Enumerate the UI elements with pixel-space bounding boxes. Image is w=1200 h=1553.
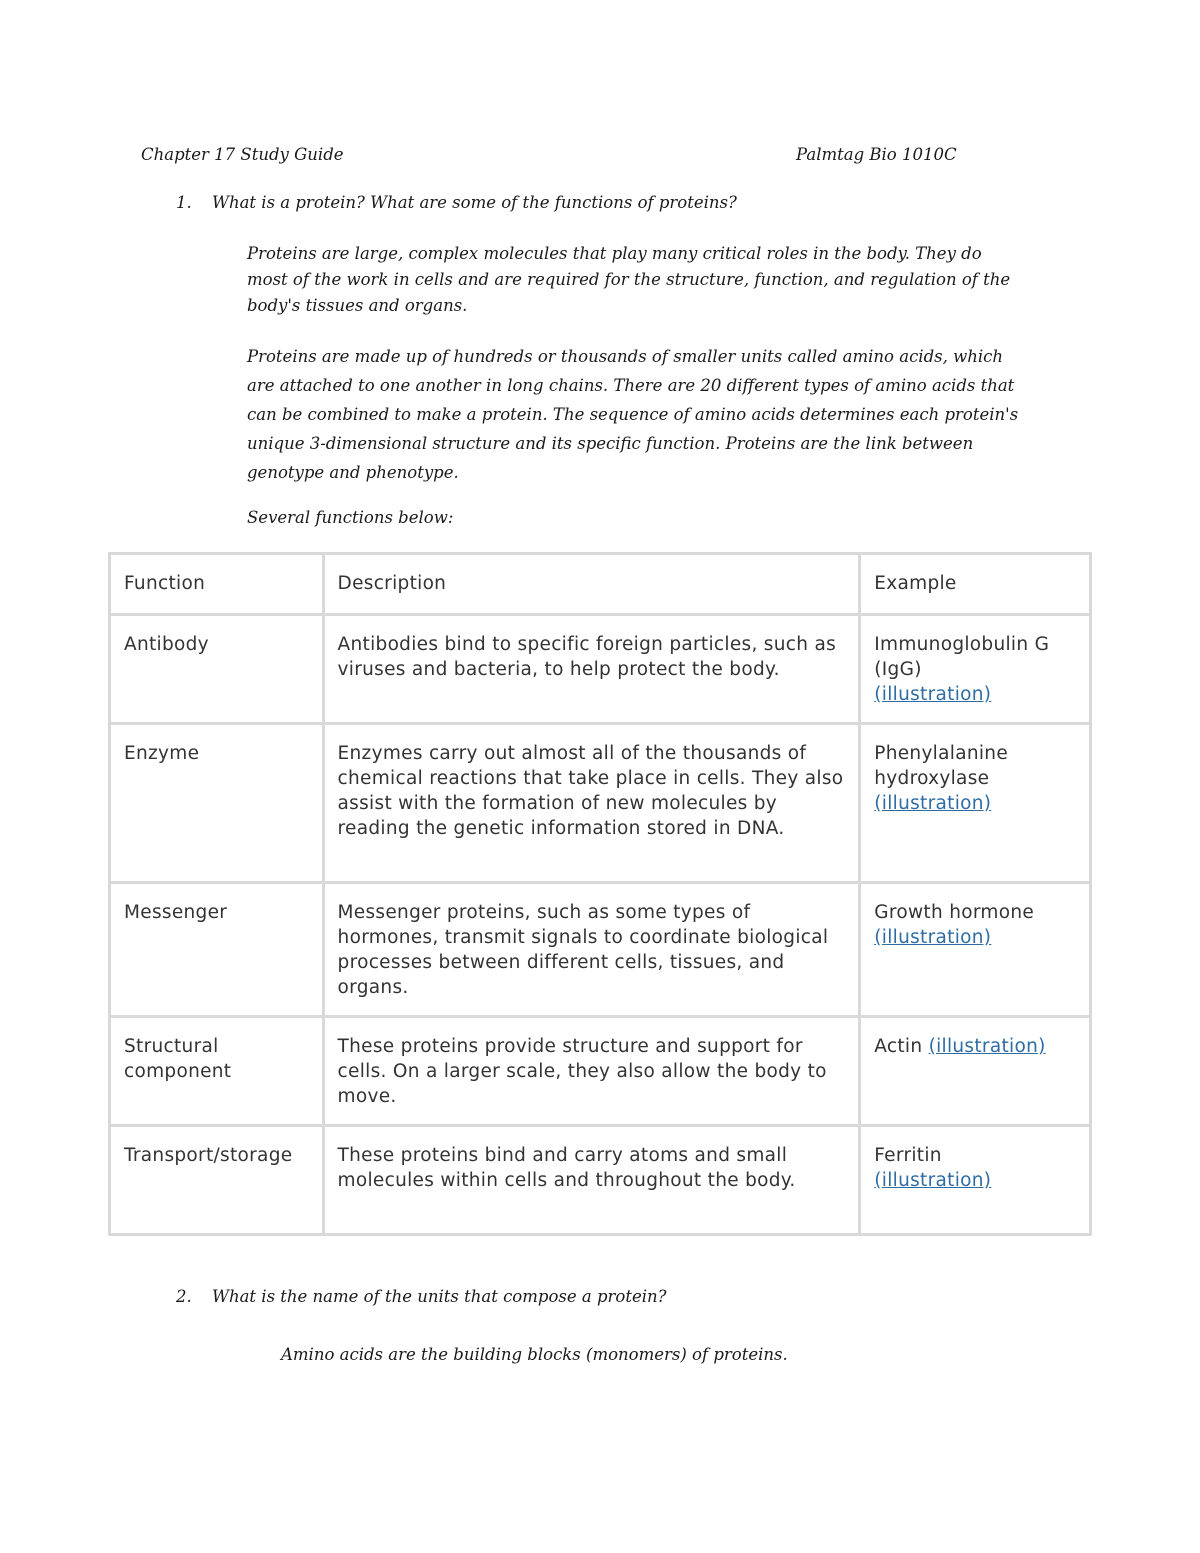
answer-2: Amino acids are the building blocks (monomers) of proteins. [281,1345,788,1364]
table-row [110,883,1091,1017]
description-cell: Antibodies bind to specific foreign particles, such as viruses and bacteria, to help protect the body. [323,615,860,724]
functions-table [108,552,1092,1236]
table-row [110,1017,1091,1126]
example-cell [860,883,1091,1017]
table-header-row [110,554,1091,615]
example-text: Growth hormone [874,902,1035,923]
line: Proteins are made up of hundreds or thousands of smaller units called amino acids, which [247,347,1004,366]
answer-paragraph-2 [247,342,1018,487]
header-right: Palmtag Bio 1010C [796,145,957,164]
line: can be combined to make a protein. The sequence of amino acids determines each protein's [247,405,1019,424]
description-cell: These proteins provide structure and support for cells. On a larger scale, they also allow the body to move. [323,1017,860,1126]
header-example: Example [860,554,1091,615]
line: genotype and phenotype. [247,463,459,482]
example-cell [860,1017,1091,1126]
table-row [110,1126,1091,1235]
function-cell: Enzyme [110,724,324,883]
illustration-link[interactable]: (illustration) [928,1036,1046,1057]
functions-lead: Several functions below: [247,508,454,527]
table-row [110,724,1091,883]
example-text: Immunoglobulin G (IgG) [874,634,1050,680]
line: Proteins are large, complex molecules that play many critical roles in the body. They do [247,244,982,263]
question-2: What is the name of the units that compose a protein? [212,1287,667,1306]
question-1: What is a protein? What are some of the functions of proteins? [212,193,737,212]
header-description: Description [323,554,860,615]
line: are attached to one another in long chains. There are 20 different types of amino acids that [247,376,1015,395]
illustration-link[interactable]: (illustration) [874,684,992,705]
example-cell [860,615,1091,724]
question-number: 1. [176,193,192,212]
illustration-link[interactable]: (illustration) [874,793,992,814]
table-row [110,615,1091,724]
example-text: Phenylalanine hydroxylase [874,743,1009,789]
question-number: 2. [176,1287,192,1306]
function-cell: Messenger [110,883,324,1017]
header-function: Function [110,554,324,615]
line: body's tissues and organs. [247,296,468,315]
example-cell [860,1126,1091,1235]
function-cell: Transport/storage [110,1126,324,1235]
example-text: Ferritin [874,1145,942,1166]
description-cell: Enzymes carry out almost all of the thousands of chemical reactions that take place in cells. They also assist with the formation of new molecules by reading the genetic information stored in DNA. [323,724,860,883]
line: unique 3-dimensional structure and its specific function. Proteins are the link between [247,434,974,453]
description-cell: Messenger proteins, such as some types of hormones, transmit signals to coordinate biological processes between different cells, tissues, and organs. [323,883,860,1017]
header-left: Chapter 17 Study Guide [141,145,344,164]
description-cell: These proteins bind and carry atoms and small molecules within cells and throughout the body. [323,1126,860,1235]
answer-paragraph-1 [247,241,1010,319]
function-cell: Antibody [110,615,324,724]
illustration-link[interactable]: (illustration) [874,927,992,948]
line: most of the work in cells and are required for the structure, function, and regulation of the [247,270,1011,289]
function-cell: Structural component [110,1017,324,1126]
example-text: Actin [874,1036,923,1057]
illustration-link[interactable]: (illustration) [874,1170,992,1191]
example-cell [860,724,1091,883]
